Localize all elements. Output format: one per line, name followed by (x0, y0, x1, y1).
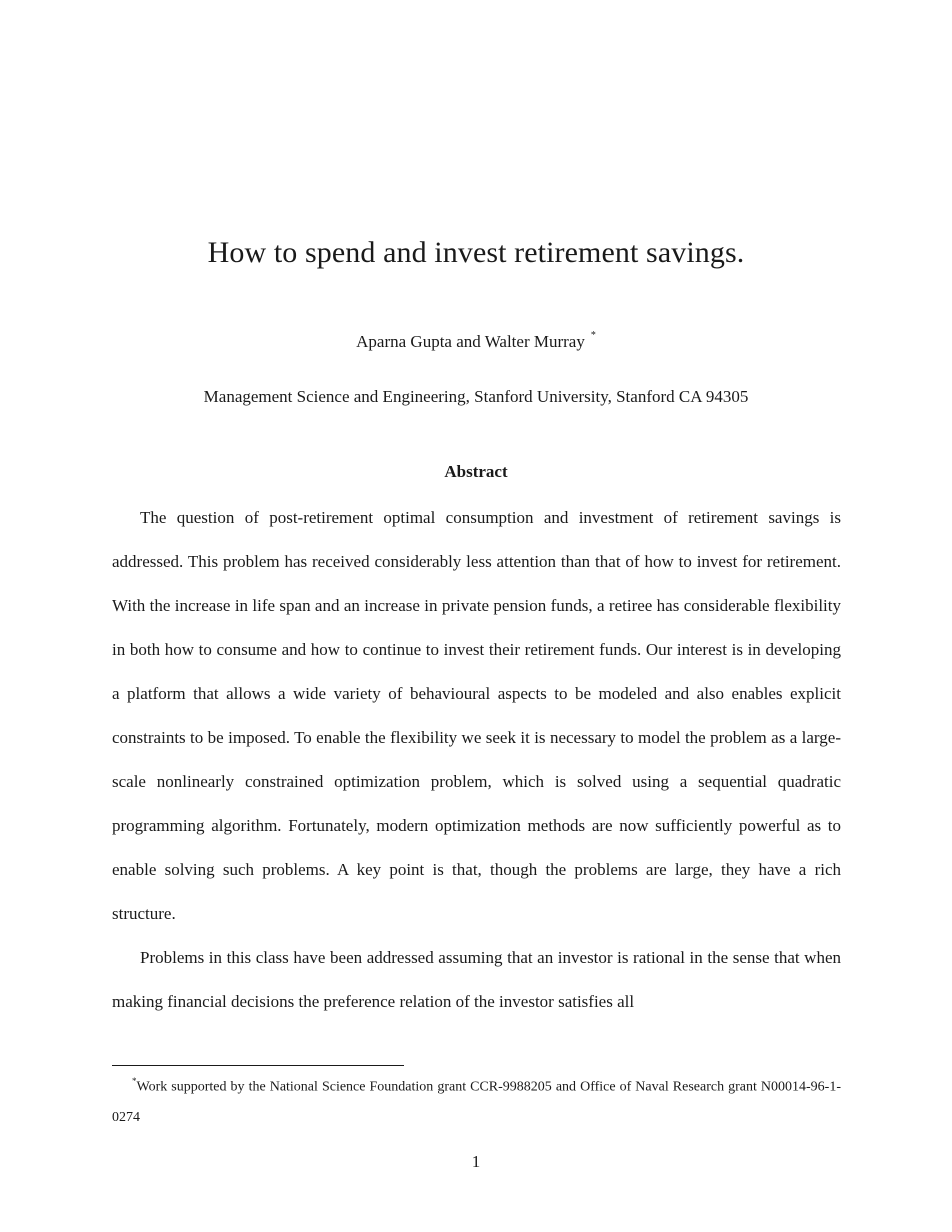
footnote-rule (112, 1065, 404, 1066)
author-footnote-mark: * (590, 330, 596, 342)
footnote-text: Work supported by the National Science Foundation grant CCR-9988205 and Office of Naval Research grant N00014-96-1-0274 (112, 1079, 841, 1125)
authors: Aparna Gupta and Walter Murray (356, 332, 585, 351)
footnote-mark: * (132, 1076, 137, 1086)
footnote (112, 1067, 841, 1133)
abstract-body (112, 496, 841, 1024)
affiliation: Management Science and Engineering, Stanford University, Stanford CA 94305 (203, 387, 749, 406)
author-line (0, 332, 952, 352)
abstract-paragraph: The question of post-retirement optimal consumption and investment of retirement savings is addressed. This problem has received considerably less attention than that of how to invest for retirement. With the increase in life span and an increase in private pension funds, a retiree has considerable flexibility in both how to consume and how to continue to invest their retirement funds. Our interest is in developing a platform that allows a wide variety of behavioural aspects to be modeled and also enables explicit constraints to be imposed. To enable the flexibility we seek it is necessary to model the problem as a large-scale nonlinearly constrained optimization problem, which is solved using a sequential quadratic programming algorithm. Fortunately, modern optimization methods are now sufficiently powerful as to enable solving such problems. A key point is that, though the problems are large, they have a rich structure. (112, 508, 841, 923)
abstract-heading: Abstract (444, 462, 508, 481)
abstract-paragraph: Problems in this class have been addressed assuming that an investor is rational in the sense that when making financial decisions the preference relation of the investor satisfies all (112, 948, 841, 1011)
page-number: 1 (471, 1152, 481, 1171)
paper-title: How to spend and invest retirement savings. (207, 236, 745, 269)
